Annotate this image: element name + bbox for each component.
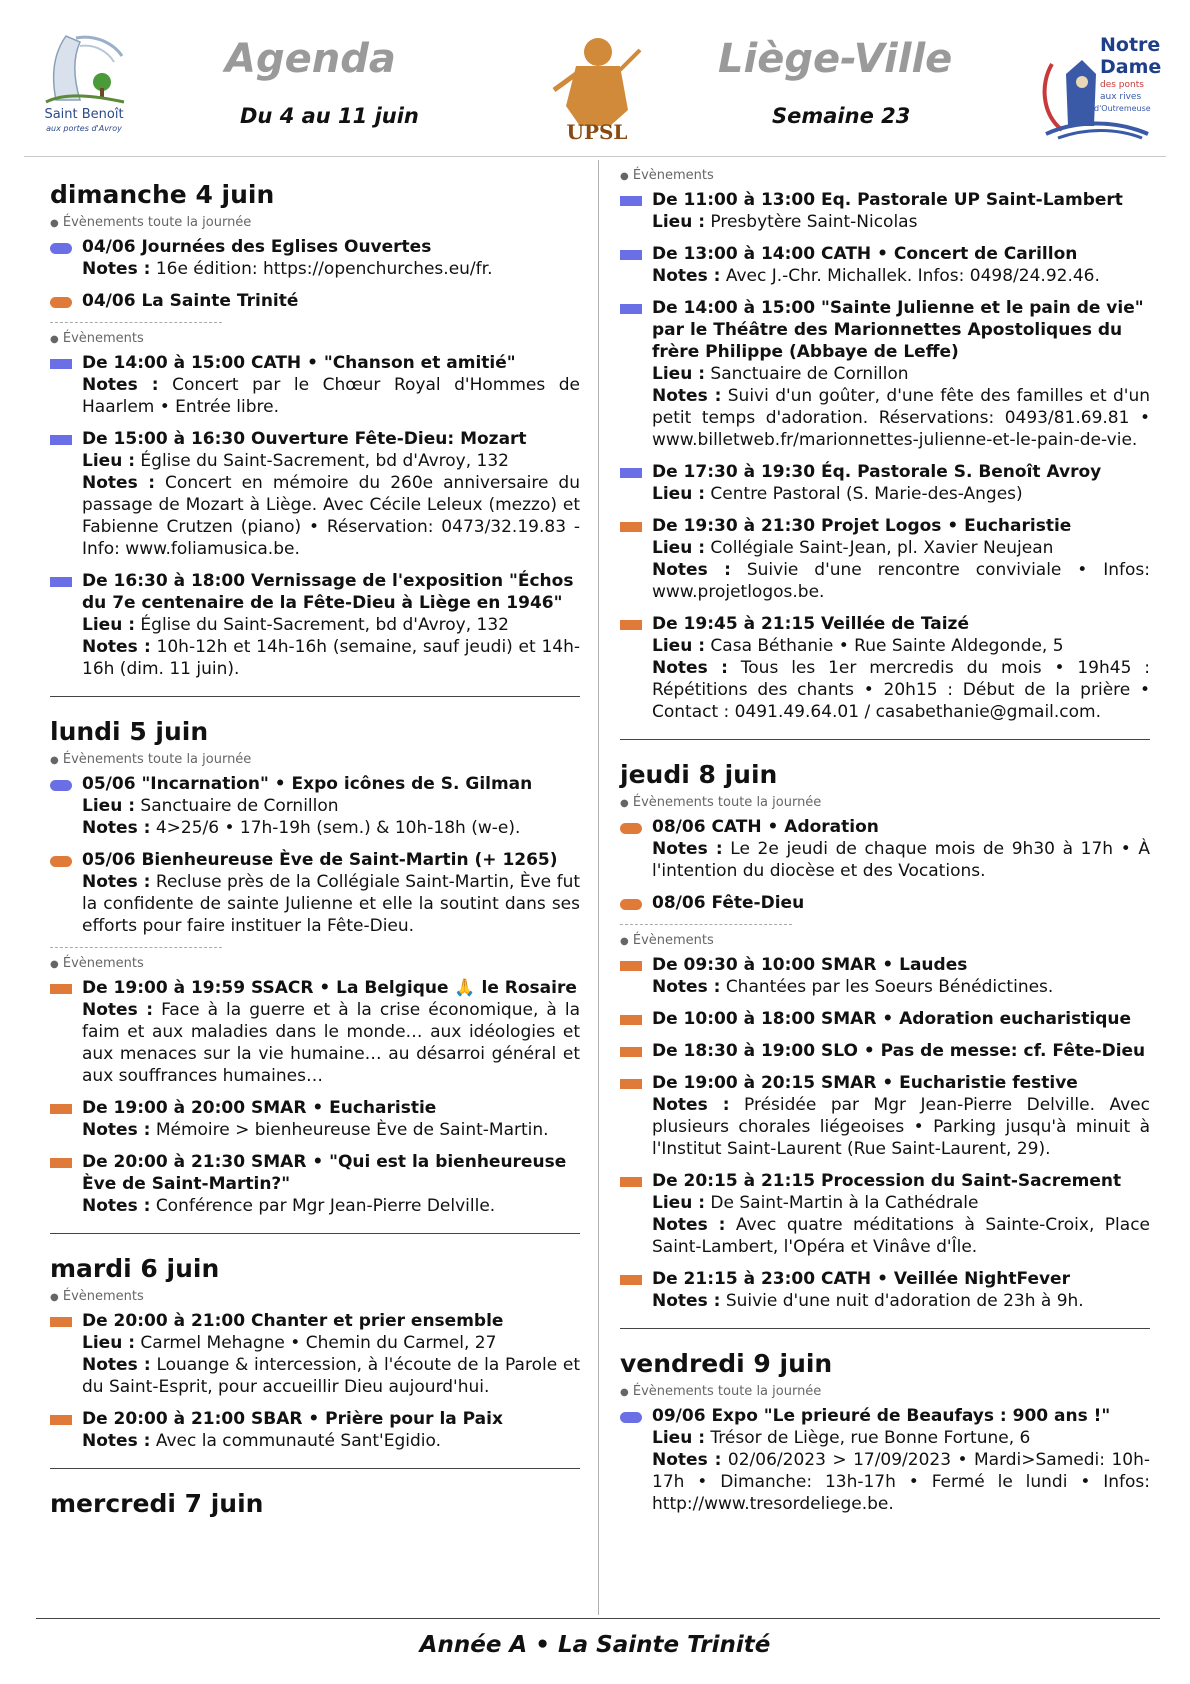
- event-item: 04/06 Journées des Eglises Ouvertes Notes : 16e édition: https://openchurches.eu/fr.: [50, 236, 580, 280]
- event-item: De 09:30 à 10:00 SMAR • Laudes Notes : Chantées par les Soeurs Bénédictines.: [620, 954, 1150, 998]
- event-item: De 14:00 à 15:00 CATH • "Chanson et amitié" Notes : Concert par le Chœur Royal d'Hommes de Haarlem • Entrée libre.: [50, 352, 580, 418]
- event-marker: [620, 522, 642, 532]
- day-heading: mercredi 7 juin: [50, 1489, 264, 1518]
- notre-dame-text-1: Notre: [1100, 34, 1161, 56]
- event-item: De 17:30 à 19:30 Éq. Pastorale S. Benoît Avroy Lieu : Centre Pastoral (S. Marie-des-Anges): [620, 461, 1150, 505]
- event-marker: [620, 1275, 642, 1285]
- notre-dame-text-4: aux rives: [1100, 92, 1142, 102]
- day-heading: mardi 6 juin: [50, 1254, 220, 1283]
- event-marker: [620, 1079, 642, 1089]
- notre-dame-text-2: Dame: [1100, 56, 1162, 78]
- event-marker: [50, 984, 72, 994]
- event-marker: [50, 359, 72, 369]
- allday-label: ● Évènements toute la journée: [620, 795, 822, 810]
- event-item: 04/06 La Sainte Trinité: [50, 290, 580, 312]
- upsl-logo-text: UPSL: [566, 120, 628, 144]
- event-marker: [620, 1047, 642, 1057]
- day-separator: [620, 739, 1150, 740]
- event-item: De 21:15 à 23:00 CATH • Veillée NightFever Notes : Suivie d'une nuit d'adoration de 23h à 9h.: [620, 1268, 1150, 1312]
- event-marker: [620, 1177, 642, 1187]
- day-heading: dimanche 4 juin: [50, 180, 275, 209]
- event-marker: [620, 823, 642, 834]
- event-item: 05/06 "Incarnation" • Expo icônes de S. Gilman Lieu : Sanctuaire de Cornillon Notes : 4>25/6 • 17h-19h (sem.) & 10h-18h (w-e).: [50, 773, 580, 839]
- header-divider: [24, 156, 1166, 157]
- event-item: De 20:00 à 21:00 Chanter et prier ensemble Lieu : Carmel Mehagne • Chemin du Carmel, 27 Notes : Louange & intercession, à l'écoute de la Parole et du Saint-Esprit, pour accueillir Dieu aujourd'hui.: [50, 1310, 580, 1398]
- event-item: De 20:00 à 21:00 SBAR • Prière pour la Paix Notes : Avec la communauté Sant'Egidio.: [50, 1408, 580, 1452]
- event-marker: [50, 435, 72, 445]
- event-item: De 20:15 à 21:15 Procession du Saint-Sacrement Lieu : De Saint-Martin à la Cathédrale Notes : Avec quatre méditations à Sainte-Croix, Place Saint-Lambert, l'Opéra et Vinâve d'Île.: [620, 1170, 1150, 1258]
- liege-ville-title: Liège-Ville: [718, 36, 953, 82]
- day-separator: [50, 696, 580, 697]
- allday-label: ● Évènements toute la journée: [50, 215, 252, 230]
- agenda-title: Agenda: [225, 36, 396, 82]
- event-marker: [50, 297, 72, 308]
- event-marker: [50, 243, 72, 254]
- day-heading: vendredi 9 juin: [620, 1349, 833, 1378]
- section-divider: [50, 947, 222, 948]
- page-header: [0, 0, 1190, 160]
- day-separator: [620, 1328, 1150, 1329]
- event-marker: [50, 856, 72, 867]
- event-item: De 19:00 à 19:59 SSACR • La Belgique 🙏 le Rosaire Notes : Face à la guerre et à la crise économique, à la faim et aux maladies dans le monde… aux idéologies et aux menaces sur la vie humaine… au désarroi général et aux souffrances humaines…: [50, 977, 580, 1087]
- left-column: [50, 160, 580, 1524]
- event-item: 08/06 Fête-Dieu: [620, 892, 1150, 914]
- event-marker: [620, 620, 642, 630]
- saint-benoit-logo-sub: aux portes d'Avroy: [46, 124, 122, 133]
- event-marker: [50, 780, 72, 791]
- column-divider: [598, 160, 599, 1615]
- event-item: De 20:00 à 21:30 SMAR • "Qui est la bienheureuse Ève de Saint-Martin?" Notes : Conférence par Mgr Jean-Pierre Delville.: [50, 1151, 580, 1217]
- event-marker: [50, 577, 72, 587]
- day-separator: [50, 1233, 580, 1234]
- allday-label: ● Évènements toute la journée: [50, 752, 252, 767]
- event-marker: [620, 196, 642, 206]
- event-marker: [50, 1415, 72, 1425]
- event-marker: [620, 1015, 642, 1025]
- events-label: ● Évènements: [620, 168, 714, 183]
- event-marker: [50, 1317, 72, 1327]
- notre-dame-text-5: d'Outremeuse: [1094, 104, 1151, 113]
- section-divider: [50, 322, 222, 323]
- week-number: Semaine 23: [772, 104, 911, 128]
- event-item: De 19:00 à 20:15 SMAR • Eucharistie festive Notes : Présidée par Mgr Jean-Pierre Delville. Avec plusieurs chorales liégeoises • Parking jusqu'à minuit à l'Institut Saint-Laurent (Rue Saint-Laurent, 29).: [620, 1072, 1150, 1160]
- event-item: De 11:00 à 13:00 Eq. Pastorale UP Saint-Lambert Lieu : Presbytère Saint-Nicolas: [620, 189, 1150, 233]
- date-range: Du 4 au 11 juin: [240, 104, 419, 128]
- right-column: [620, 160, 1150, 1525]
- event-item: 08/06 CATH • Adoration Notes : Le 2e jeudi de chaque mois de 9h30 à 17h • À l'intention du diocèse et des Vocations.: [620, 816, 1150, 882]
- events-label: ● Évènements: [50, 1289, 144, 1304]
- event-item: De 19:30 à 21:30 Projet Logos • Eucharistie Lieu : Collégiale Saint-Jean, pl. Xavier Neujean Notes : Suivie d'une rencontre conviviale • Infos: www.projetlogos.be.: [620, 515, 1150, 603]
- event-item: De 10:00 à 18:00 SMAR • Adoration eucharistique: [620, 1008, 1150, 1030]
- event-marker: [50, 1158, 72, 1168]
- event-item: De 19:45 à 21:15 Veillée de Taizé Lieu : Casa Béthanie • Rue Sainte Aldegonde, 5 Notes : Tous les 1er mercredis du mois • 19h45 : Répétitions des chants • 20h15 : Début de la prière • Contact : 0491.49.64.01 / casabethanie@gmail.com.: [620, 613, 1150, 723]
- events-label: ● Évènements: [620, 933, 714, 948]
- event-item: De 15:00 à 16:30 Ouverture Fête-Dieu: Mozart Lieu : Église du Saint-Sacrement, bd d'Avroy, 132 Notes : Concert en mémoire du 260e anniversaire du passage de Mozart à Liège. Avec Cécile Leleux (mezzo) et Fabienne Crutzen (piano) • Réservation: 0473/32.19.83 - Info: www.foliamusica.be.: [50, 428, 580, 560]
- event-marker: [620, 1412, 642, 1423]
- event-marker: [50, 1104, 72, 1114]
- saint-benoit-logo-text: Saint Benoît: [44, 107, 124, 122]
- event-marker: [620, 961, 642, 971]
- event-marker: [620, 468, 642, 478]
- footer-liturgical-year: Année A • La Sainte Trinité: [419, 1632, 771, 1658]
- notre-dame-text-3: des ponts: [1100, 80, 1144, 90]
- event-marker: [620, 250, 642, 260]
- day-heading: lundi 5 juin: [50, 717, 209, 746]
- event-item: De 18:30 à 19:00 SLO • Pas de messe: cf. Fête-Dieu: [620, 1040, 1150, 1062]
- event-marker: [620, 899, 642, 910]
- allday-label: ● Évènements toute la journée: [620, 1384, 822, 1399]
- day-separator: [50, 1468, 580, 1469]
- event-item: 09/06 Expo "Le prieuré de Beaufays : 900 ans !" Lieu : Trésor de Liège, rue Bonne Fortune, 6 Notes : 02/06/2023 > 17/09/2023 • Mardi>Samedi: 10h-17h • Dimanche: 13h-17h • Fermé le lundi • Infos: http://www.tresordeliege.be.: [620, 1405, 1150, 1515]
- day-heading: jeudi 8 juin: [620, 760, 778, 789]
- event-item: De 19:00 à 20:00 SMAR • Eucharistie Notes : Mémoire > bienheureuse Ève de Saint-Martin.: [50, 1097, 580, 1141]
- section-divider: [620, 924, 792, 925]
- footer-divider: [36, 1618, 1160, 1619]
- events-label: ● Évènements: [50, 331, 144, 346]
- event-item: 05/06 Bienheureuse Ève de Saint-Martin (+ 1265) Notes : Recluse près de la Collégiale Saint-Martin, Ève fut la confidente de sainte Julienne et elle la soutint dans ses efforts pour faire instituer la Fête-Dieu.: [50, 849, 580, 937]
- event-item: De 13:00 à 14:00 CATH • Concert de Carillon Notes : Avec J.-Chr. Michallek. Infos: 0498/24.92.46.: [620, 243, 1150, 287]
- event-marker: [620, 304, 642, 314]
- event-item: De 14:00 à 15:00 "Sainte Julienne et le pain de vie" par le Théâtre des Marionnettes Apostoliques du frère Philippe (Abbaye de Leffe) Lieu : Sanctuaire de Cornillon Notes : Suivi d'un goûter, d'une fête des familles et d'un petit temps d'adoration. Réservations: 0493/81.69.81 • www.billetweb.fr/marionnettes-julienne-et-le-pain-de-vie.: [620, 297, 1150, 451]
- event-item: De 16:30 à 18:00 Vernissage de l'exposition "Échos du 7e centenaire de la Fête-Dieu à Liège en 1946" Lieu : Église du Saint-Sacrement, bd d'Avroy, 132 Notes : 10h-12h et 14h-16h (semaine, sauf jeudi) et 14h-16h (dim. 11 juin).: [50, 570, 580, 680]
- events-label: ● Évènements: [50, 956, 144, 971]
